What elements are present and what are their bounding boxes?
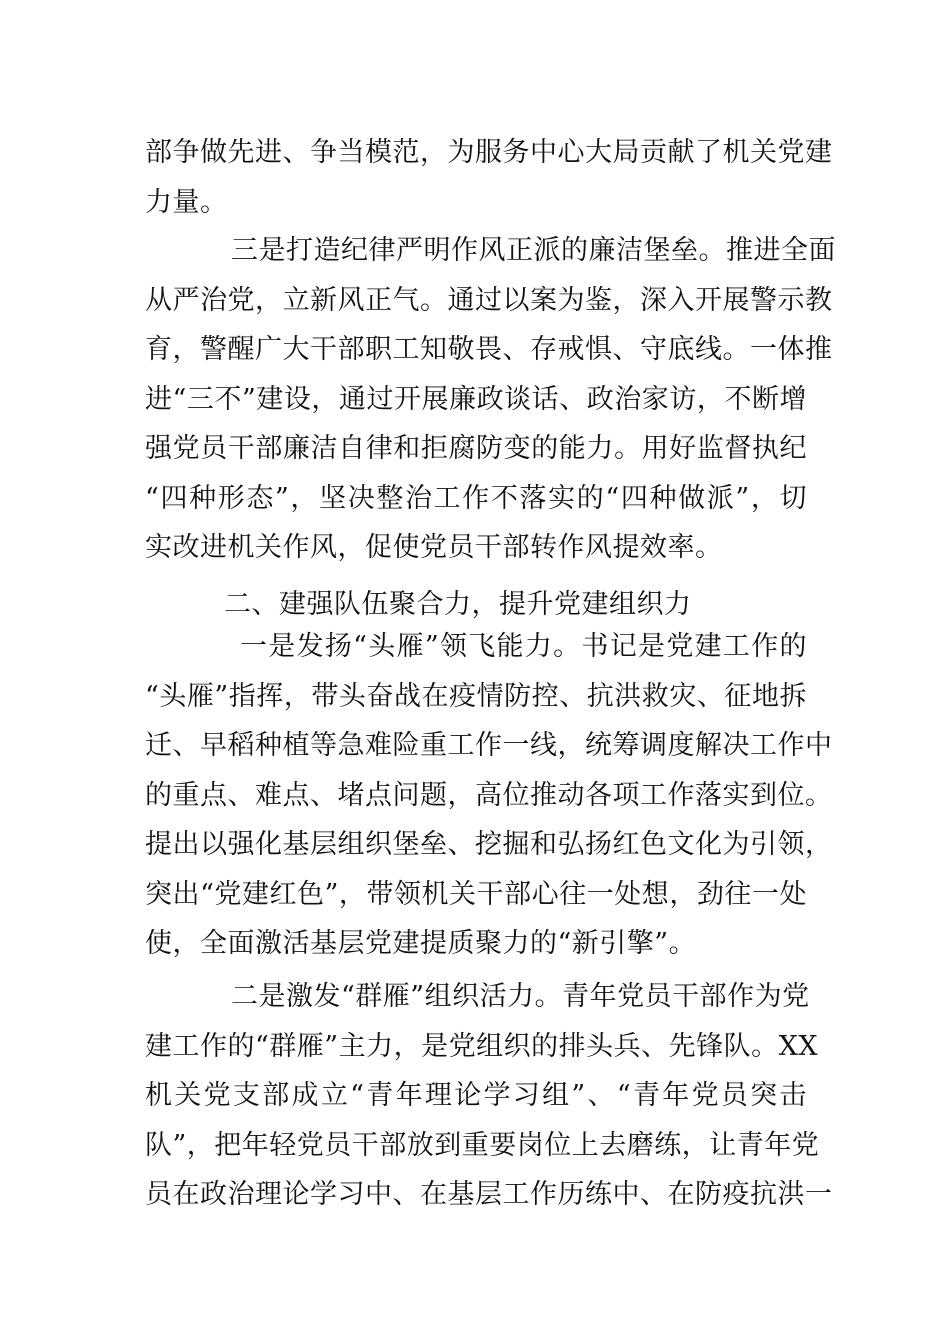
paragraph-line: 的重点、难点、堵点问题，高位推动各项工作落实到位。	[145, 779, 833, 811]
paragraph-line: “头雁”指挥，带头奋战在疫情防控、抗洪救灾、征地拆	[145, 680, 807, 712]
paragraph-line: 使，全面激活基层党建提质聚力的“新引擎”。	[145, 928, 697, 959]
paragraph-line: 队”，把年轻党员干部放到重要岗位上去磨练，让青年党	[145, 1129, 820, 1161]
section-heading: 二、建强队伍聚合力，提升党建组织力	[224, 589, 692, 620]
paragraph-3	[145, 622, 833, 969]
paragraph-line: 提出以强化基层组织堡垒、挖掘和弘扬红色文化为引领，	[145, 829, 833, 860]
paragraph-line: 育，警醒广大干部职工知敬畏、存戒惧、守底线。一体推	[145, 334, 833, 365]
paragraph-4	[145, 972, 833, 1220]
paragraph-line: 力量。	[145, 186, 228, 218]
paragraph-1	[145, 128, 833, 227]
paragraph-line: 三是打造纪律严明作风正派的廉洁堡垒。推进全面	[231, 235, 836, 266]
paragraph-line: 员在政治理论学习中、在基层工作历练中、在防疫抗洪一	[145, 1179, 833, 1210]
paragraph-line: 进“三不”建设，通过开展廉政谈话、政治家访，不断增	[145, 383, 807, 415]
paragraph-line: 从严治党，立新风正气。通过以案为鉴，深入开展警示教	[145, 284, 833, 316]
paragraph-2	[145, 226, 836, 573]
paragraph-line: 实改进机关作风，促使党员干部转作风提效率。	[145, 532, 723, 563]
paragraph-line: 一是发扬“头雁”领飞能力。书记是党建工作的	[240, 631, 807, 662]
paragraph-line: 迁、早稻种植等急难险重工作一线，统筹调度解决工作中	[145, 730, 833, 761]
paragraph-line: 强党员干部廉洁自律和拒腐防变的能力。用好监督执纪	[145, 433, 807, 464]
paragraph-line: 部争做先进、争当模范，为服务中心大局贡献了机关党建	[145, 137, 833, 168]
paragraph-line: 突出“党建红色”，带领机关干部心往一处想，劲往一处	[145, 878, 807, 910]
paragraph-line: 二是激发“群雁”组织活力。青年党员干部作为党	[231, 981, 810, 1012]
paragraph-line: “四种形态”，坚决整治工作不落实的“四种做派”，切	[145, 482, 807, 514]
paragraph-line: 建工作的“群雁”主力，是党组织的排头兵、先锋队。XX	[145, 1030, 819, 1062]
paragraph-line: 机关党支部成立“青年理论学习组”、“青年党员突击	[145, 1080, 807, 1111]
